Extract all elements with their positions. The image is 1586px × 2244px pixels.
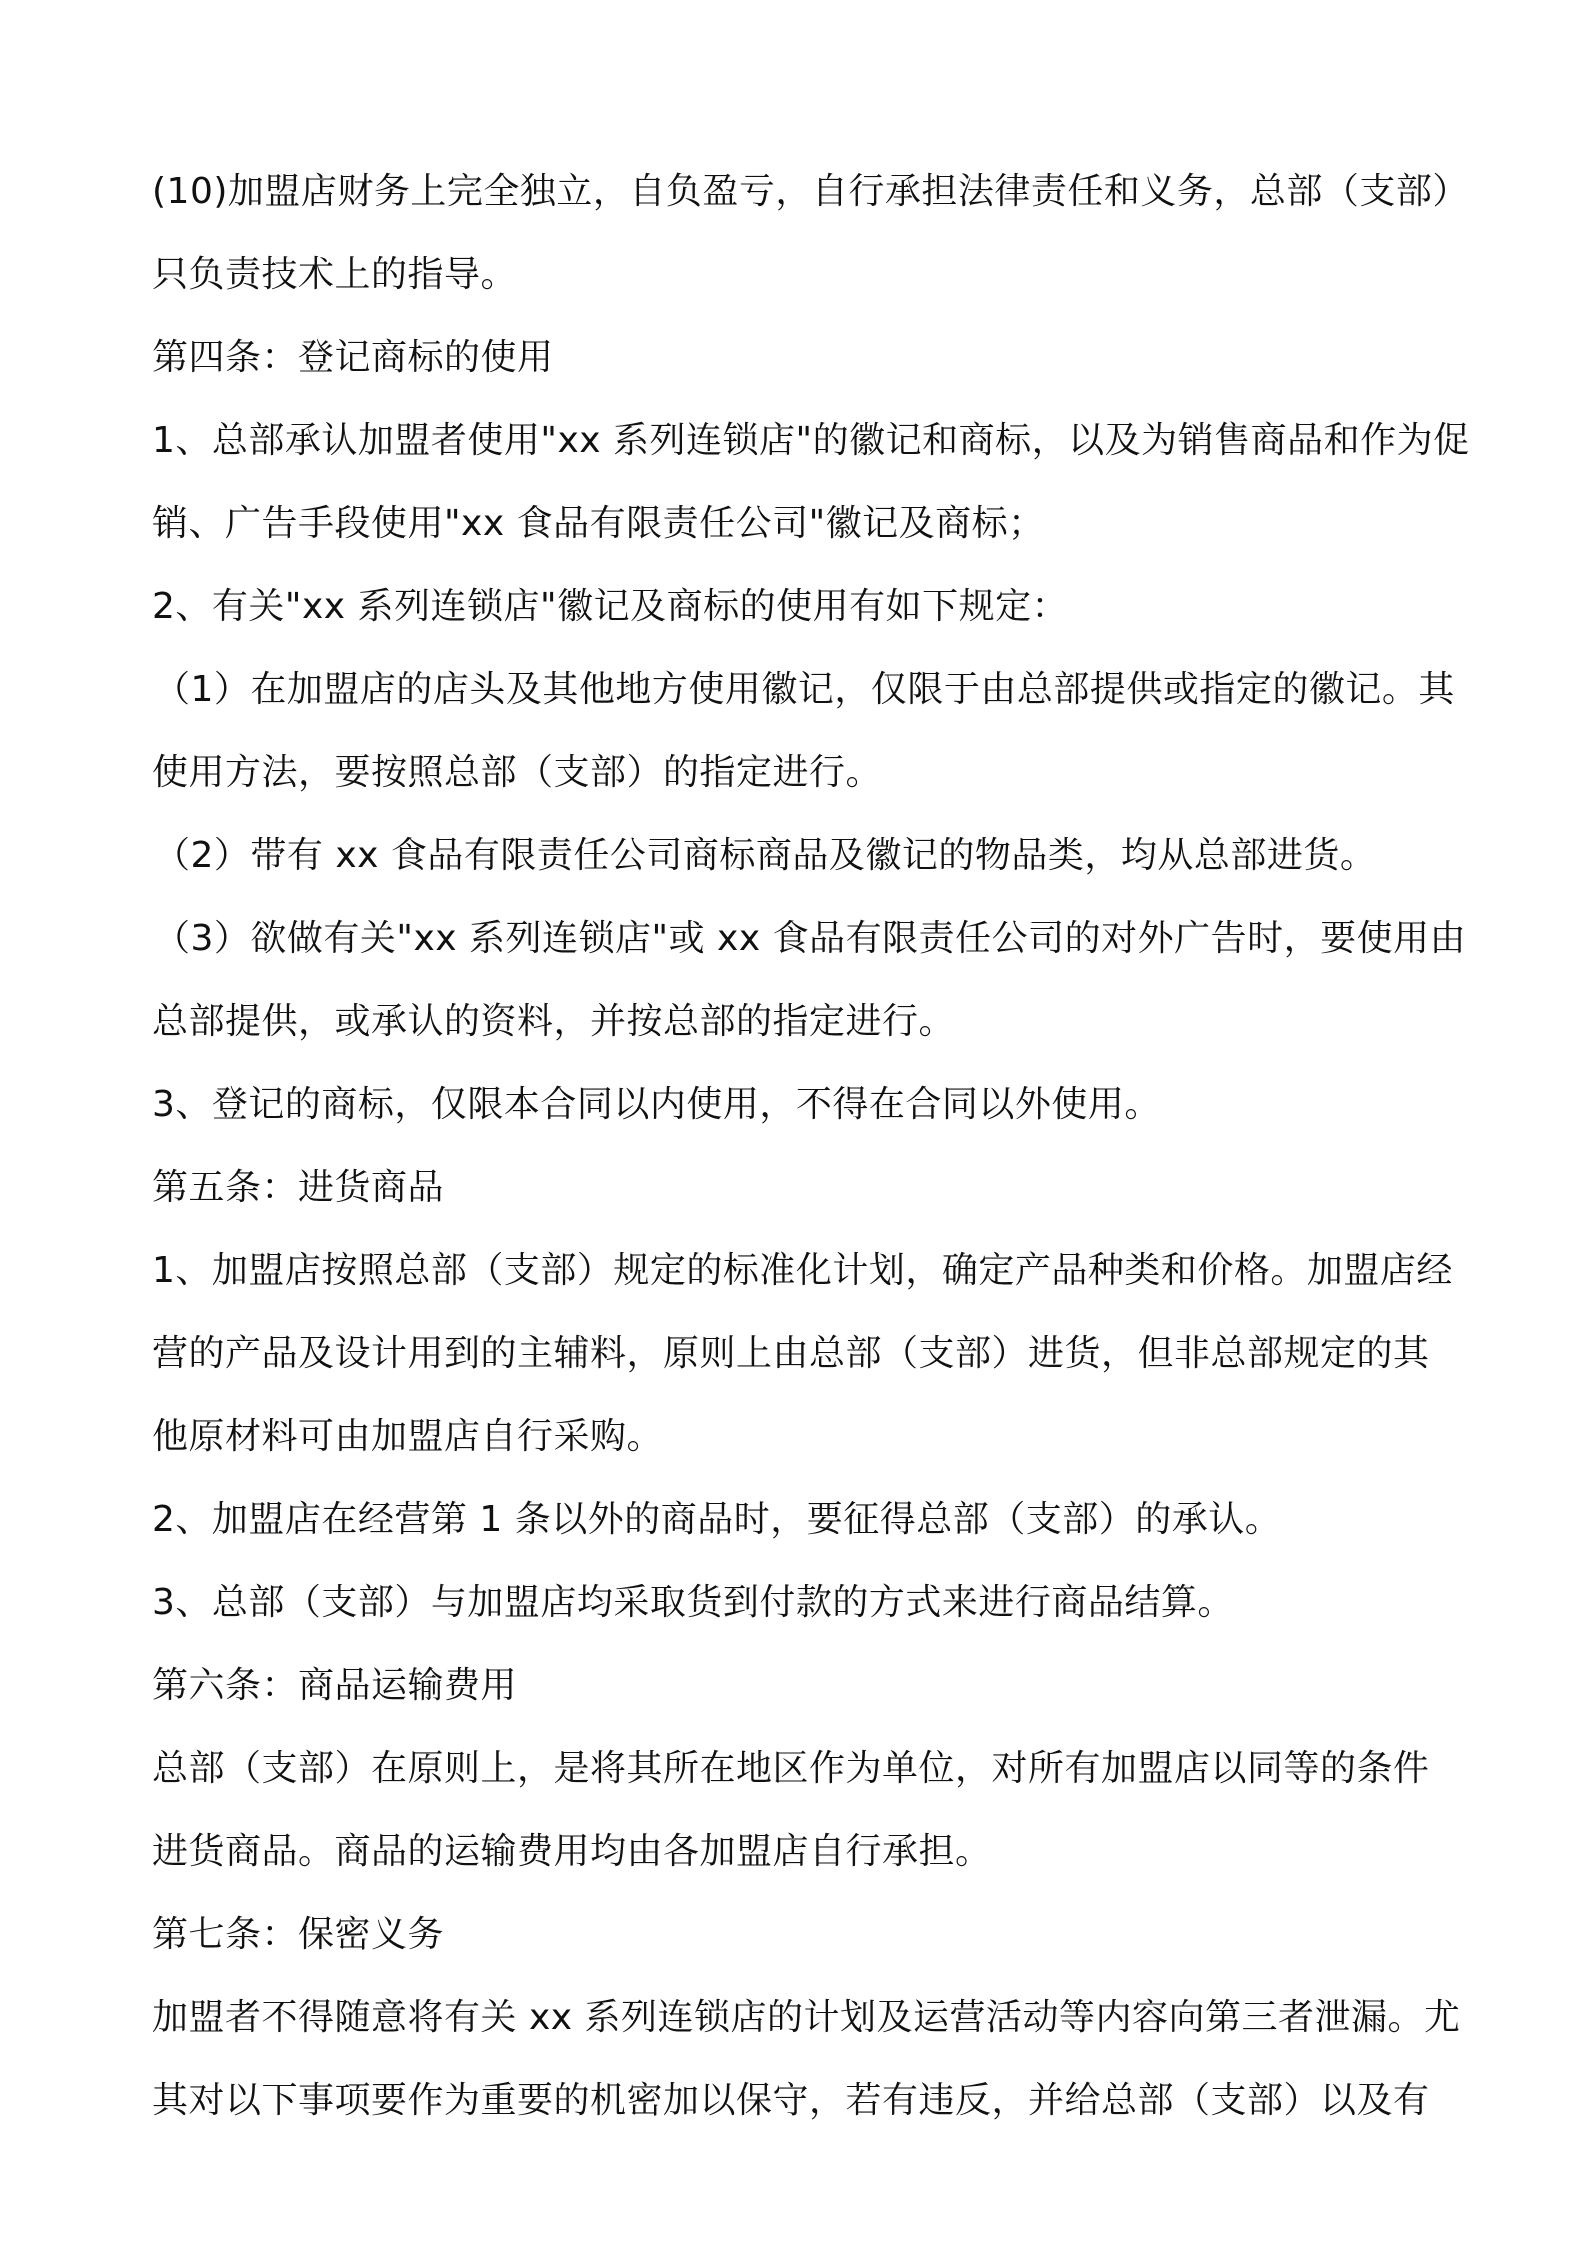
text-line: （2）带有 xx 食品有限责任公司商标商品及徽记的物品类，均从总部进货。	[154, 835, 1377, 876]
text-line: 1、总部承认加盟者使用"xx 系列连锁店"的徽记和商标，以及为销售商品和作为促	[152, 420, 1470, 461]
text-line: (10)加盟店财务上完全独立，自负盈亏，自行承担法律责任和义务，总部（支部）	[152, 171, 1469, 212]
text-line: 2、有关"xx 系列连锁店"徽记及商标的使用有如下规定：	[152, 586, 1069, 627]
text-line: 进货商品。商品的运输费用均由各加盟店自行承担。	[152, 1831, 992, 1872]
text-line: 总部提供，或承认的资料，并按总部的指定进行。	[152, 1001, 956, 1042]
text-line: 总部（支部）在原则上，是将其所在地区作为单位，对所有加盟店以同等的条件	[152, 1748, 1430, 1789]
text-line: 只负责技术上的指导。	[152, 254, 518, 295]
text-line: 他原材料可由加盟店自行采购。	[152, 1416, 664, 1457]
text-line: 营的产品及设计用到的主辅料，原则上由总部（支部）进货，但非总部规定的其	[152, 1333, 1430, 1374]
text-line: 销、广告手段使用"xx 食品有限责任公司"徽记及商标；	[152, 503, 1045, 544]
text-line: （3）欲做有关"xx 系列连锁店"或 xx 食品有限责任公司的对外广告时，要使用由	[154, 918, 1467, 959]
text-line: 3、登记的商标，仅限本合同以内使用，不得在合同以外使用。	[152, 1084, 1161, 1125]
section-heading: 第五条：进货商品	[152, 1167, 445, 1208]
text-line: 加盟者不得随意将有关 xx 系列连锁店的计划及运营活动等内容向第三者泄漏。尤	[152, 1997, 1461, 2038]
section-heading: 第四条：登记商标的使用	[152, 337, 554, 378]
document-body	[152, 150, 1482, 2142]
section-heading: 第七条：保密义务	[152, 1914, 445, 1955]
text-line: 其对以下事项要作为重要的机密加以保守，若有违反，并给总部（支部）以及有	[152, 2080, 1430, 2121]
text-line: 3、总部（支部）与加盟店均采取货到付款的方式来进行商品结算。	[152, 1582, 1234, 1623]
text-line: 使用方法，要按照总部（支部）的指定进行。	[152, 752, 883, 793]
section-heading: 第六条：商品运输费用	[152, 1665, 518, 1706]
text-line: 1、加盟店按照总部（支部）规定的标准化计划，确定产品种类和价格。加盟店经	[152, 1250, 1453, 1291]
text-line: 2、加盟店在经营第 1 条以外的商品时，要征得总部（支部）的承认。	[152, 1499, 1282, 1540]
text-line: （1）在加盟店的店头及其他地方使用徽记，仅限于由总部提供或指定的徽记。其	[154, 669, 1455, 710]
